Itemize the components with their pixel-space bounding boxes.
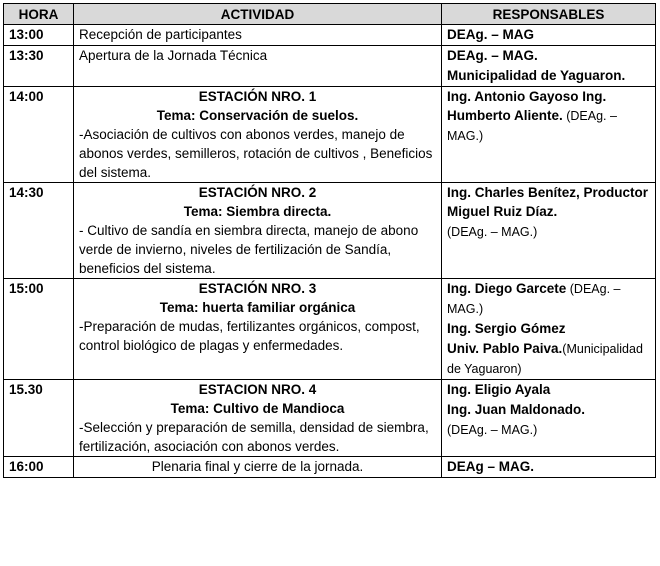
responsables-cell	[442, 87, 656, 183]
table-row	[4, 279, 656, 380]
responsable-affiliation: (DEAg. – MAG.)	[447, 423, 538, 437]
actividad-cell	[74, 87, 442, 183]
responsable-line	[447, 183, 650, 222]
station-tema: Tema: Conservación de suelos.	[156, 108, 359, 123]
station-description: - Cultivo de sandía en siembra directa, manejo de abono verde de invierno, niveles de fertilización de Sandía, beneficios del sistema.	[79, 223, 419, 276]
station-title: ESTACIÓN NRO. 3	[198, 281, 317, 296]
responsable-line	[447, 420, 650, 440]
responsable-line	[447, 66, 650, 86]
station-title: ESTACIÓN NRO. 2	[198, 185, 317, 200]
header-responsables: RESPONSABLES	[442, 4, 656, 25]
header-row	[4, 4, 656, 25]
responsable-name: Univ. Pablo Paiva.	[447, 341, 563, 356]
actividad-cell: Apertura de la Jornada Técnica	[74, 46, 442, 87]
header-hora: HORA	[4, 4, 74, 25]
station-tema: Tema: Siembra directa.	[183, 204, 332, 219]
responsable-line	[447, 46, 650, 66]
responsables-cell	[442, 457, 656, 478]
responsable-line	[447, 380, 650, 400]
table-row	[4, 87, 656, 183]
responsable-name: Ing. Sergio Gómez	[447, 321, 566, 336]
table-row	[4, 457, 656, 478]
responsable-name: Ing. Eligio Ayala	[447, 382, 551, 397]
responsable-affiliation: (DEAg. – MAG.)	[447, 282, 621, 316]
table-row	[4, 25, 656, 46]
responsable-name: Municipalidad de Yaguaron.	[447, 68, 626, 83]
responsable-affiliation: (Municipalidad de Yaguaron)	[447, 342, 643, 376]
responsable-line	[447, 400, 650, 420]
hora-cell: 14:30	[4, 183, 74, 279]
table-row	[4, 380, 656, 457]
responsable-name: Ing. Juan Maldonado.	[447, 402, 585, 417]
responsable-line	[447, 457, 650, 477]
responsable-line	[447, 279, 650, 319]
hora-cell: 15:00	[4, 279, 74, 380]
actividad-cell	[74, 279, 442, 380]
station-description: -Selección y preparación de semilla, densidad de siembra, fertilización, asociación con abonos verdes.	[79, 420, 429, 454]
responsables-cell	[442, 380, 656, 457]
header-actividad: ACTIVIDAD	[74, 4, 442, 25]
agenda-body	[4, 25, 656, 478]
responsable-line	[447, 222, 650, 242]
hora-cell: 15.30	[4, 380, 74, 457]
responsable-affiliation: (DEAg. – MAG.)	[447, 225, 538, 239]
table-row	[4, 183, 656, 279]
responsable-name: Ing. Diego Garcete	[447, 281, 567, 296]
hora-cell: 16:00	[4, 457, 74, 478]
responsables-cell	[442, 25, 656, 46]
responsables-cell	[442, 279, 656, 380]
responsable-name: DEAg. – MAG.	[447, 48, 538, 63]
hora-cell: 13:30	[4, 46, 74, 87]
responsable-line	[447, 25, 650, 45]
actividad-cell	[74, 183, 442, 279]
responsable-name: Ing. Charles Benítez, Productor Miguel Ruiz Díaz.	[447, 185, 649, 219]
responsable-line	[447, 339, 650, 379]
responsables-cell	[442, 183, 656, 279]
responsable-line	[447, 87, 650, 146]
hora-cell: 14:00	[4, 87, 74, 183]
station-title: ESTACIÓN NRO. 1	[198, 89, 317, 104]
responsable-affiliation: (DEAg. – MAG.)	[447, 109, 617, 143]
station-description: -Preparación de mudas, fertilizantes orgánicos, compost, control biológico de plagas y enfermedades.	[79, 319, 420, 353]
station-tema: Tema: huerta familiar orgánica	[159, 300, 356, 315]
actividad-cell: Plenaria final y cierre de la jornada.	[74, 457, 442, 478]
station-title: ESTACION NRO. 4	[198, 382, 317, 397]
actividad-cell	[74, 380, 442, 457]
agenda-table	[3, 3, 656, 478]
responsable-name: Ing. Antonio Gayoso Ing. Humberto Aliente.	[447, 89, 607, 123]
responsable-name: DEAg – MAG.	[447, 459, 535, 474]
hora-cell: 13:00	[4, 25, 74, 46]
responsables-cell	[442, 46, 656, 87]
station-description: -Asociación de cultivos con abonos verdes, manejo de abonos verdes, semilleros, rotación de cultivos , Beneficios del sistema.	[79, 127, 433, 180]
table-row	[4, 46, 656, 87]
responsable-name: DEAg. – MAG	[447, 27, 535, 42]
station-tema: Tema: Cultivo de Mandioca	[170, 401, 345, 416]
responsable-line	[447, 319, 650, 339]
actividad-cell: Recepción de participantes	[74, 25, 442, 46]
